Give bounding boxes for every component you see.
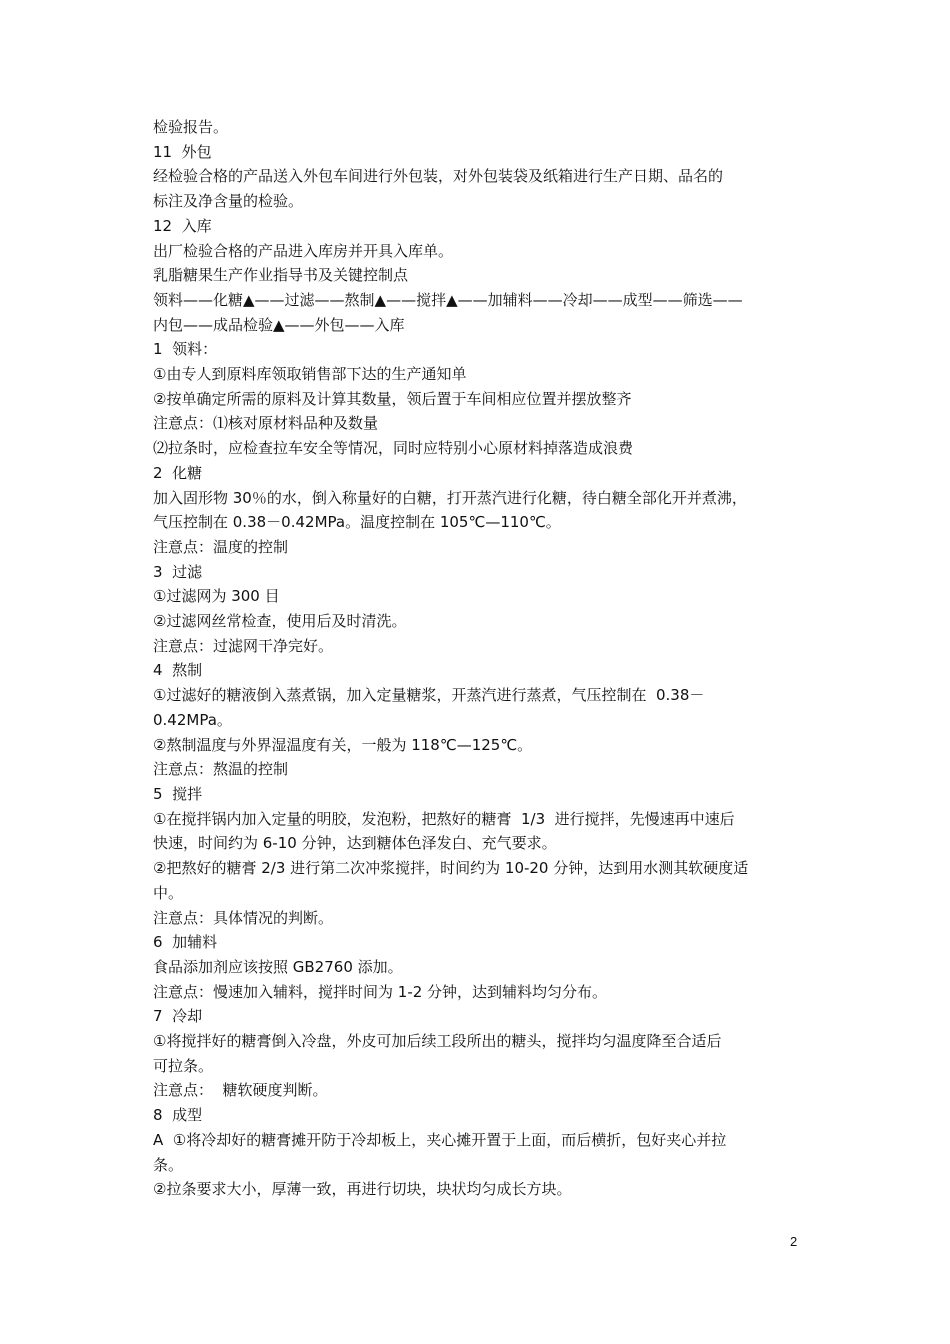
text-line: 中。 <box>153 883 184 902</box>
process-flow-line: 领料——化糖▲——过滤——熬制▲——搅拌▲——加辅料——冷却——成型——筛选—— <box>153 290 743 309</box>
text-line: 条。 <box>153 1155 184 1174</box>
note-line: 注意点：熬温的控制 <box>153 760 289 779</box>
page-number: 2 <box>790 1234 798 1249</box>
note-line: 注意点：温度的控制 <box>153 537 289 556</box>
note-line: 注意点：过滤网干净完好。 <box>153 636 334 655</box>
text-line: ①过滤好的糖液倒入蒸煮锅，加入定量糖浆，开蒸汽进行蒸煮，气压控制在 0.38－ <box>153 686 705 705</box>
section-heading: 2 化糖 <box>153 463 203 482</box>
text-line: 可拉条。 <box>153 1056 214 1075</box>
section-heading: 6 加辅料 <box>153 933 218 952</box>
text-line: 气压控制在 0.38－0.42MPa。温度控制在 105℃—110℃。 <box>153 513 561 532</box>
text-line: ②把熬好的糖膏 2/3 进行第二次冲浆搅拌，时间约为 10-20 分钟，达到用水测其软硬度适 <box>153 859 749 878</box>
text-line: 加入固形物 30％的水，倒入称量好的白糖，打开蒸汽进行化糖，待白糖全部化开并煮沸， <box>153 488 747 507</box>
text-line: ②按单确定所需的原料及计算其数量，领后置于车间相应位置并摆放整齐 <box>153 389 632 408</box>
text-line: 检验报告。 <box>153 118 229 136</box>
note-line: 注意点：具体情况的判断。 <box>153 908 334 927</box>
section-heading: 12 入库 <box>153 216 212 235</box>
text-line: A ①将冷却好的糖膏摊开防于冷却板上，夹心摊开置于上面，而后横折，包好夹心并拉 <box>153 1130 727 1149</box>
note-line: ⑵拉条时，应检查拉车安全等情况，同时应特别小心原材料掉落造成浪费 <box>153 439 634 458</box>
text-line: ①由专人到原料库领取销售部下达的生产通知单 <box>153 365 467 384</box>
text-line: 经检验合格的产品送入外包车间进行外包装，对外包装袋及纸箱进行生产日期、品名的 <box>153 167 724 186</box>
section-heading: 5 搅拌 <box>153 784 203 803</box>
text-line: ②过滤网丝常检查，使用后及时清洗。 <box>153 612 407 631</box>
text-line: 食品添加剂应该按照 GB2760 添加。 <box>153 957 403 976</box>
text-line: 快速，时间约为 6-10 分钟，达到糖体色泽发白、充气要求。 <box>153 834 557 853</box>
document-body <box>153 115 801 1202</box>
text-line: 出厂检验合格的产品进入库房并开具入库单。 <box>153 241 454 260</box>
note-line: 注意点： 糖软硬度判断。 <box>153 1081 328 1100</box>
document-subtitle: 乳脂糖果生产作业指导书及关键控制点 <box>153 266 409 285</box>
text-line: ②熬制温度与外界湿温度有关，一般为 118℃—125℃。 <box>153 735 533 754</box>
process-flow-line: 内包——成品检验▲——外包——入库 <box>153 315 405 334</box>
text-line: ①将搅拌好的糖膏倒入冷盘，外皮可加后续工段所出的糖头，搅拌均匀温度降至合适后 <box>153 1032 722 1051</box>
section-heading: 8 成型 <box>153 1106 203 1125</box>
section-heading: 1 领料： <box>153 340 218 359</box>
section-heading: 4 熬制 <box>153 661 203 680</box>
text-line: ①过滤网为 300 目 <box>153 587 280 606</box>
text-line: 标注及净含量的检验。 <box>153 192 304 211</box>
section-heading: 3 过滤 <box>153 562 203 581</box>
text-line: 0.42MPa。 <box>153 710 232 729</box>
section-heading: 7 冷却 <box>153 1007 203 1026</box>
text-line: ①在搅拌锅内加入定量的明胶，发泡粉，把熬好的糖膏 1/3 进行搅拌，先慢速再中速后 <box>153 809 735 828</box>
note-line: 注意点：⑴核对原材料品种及数量 <box>153 414 379 433</box>
text-line: ②拉条要求大小，厚薄一致，再进行切块，块状均匀成长方块。 <box>153 1180 572 1199</box>
note-line: 注意点：慢速加入辅料，搅拌时间为 1-2 分钟，达到辅料均匀分布。 <box>153 982 608 1001</box>
section-heading: 11 外包 <box>153 142 212 161</box>
